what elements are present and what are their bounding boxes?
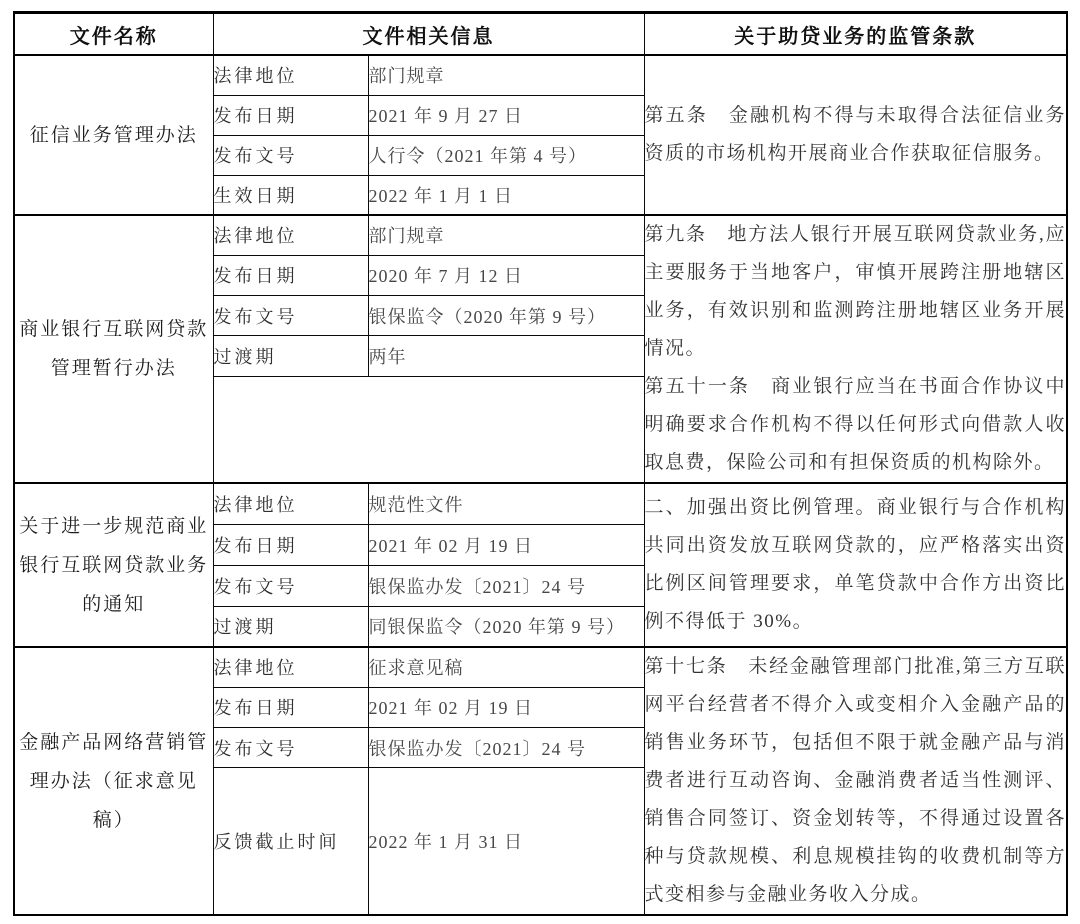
info-label: 法律地位 bbox=[213, 55, 368, 95]
info-label: 法律地位 bbox=[213, 215, 368, 255]
info-label: 发布日期 bbox=[213, 255, 368, 295]
provision-cell bbox=[644, 483, 1067, 647]
info-label: 发布日期 bbox=[213, 524, 368, 565]
info-value: 同银保监令（2020 年第 9 号） bbox=[368, 606, 644, 647]
info-label: 过渡期 bbox=[213, 606, 368, 647]
info-label: 发布文号 bbox=[213, 565, 368, 606]
provision-paragraph: 第十七条 未经金融管理部门批准,第三方互联网平台经营者不得介入或变相介入金融产品的销售业务环节，包括但不限于就金融产品与消费者进行互动咨询、金融消费者适当性测评、销售合同签订、资金划转等，不得通过设置各种与贷款规模、利息规模挂钩的收费机制等方式变相参与金融业务收入分成。 bbox=[644, 656, 1066, 905]
regulation-table bbox=[13, 11, 1068, 916]
info-value: 部门规章 bbox=[368, 215, 644, 255]
table-row bbox=[14, 483, 1067, 524]
info-value: 征求意见稿 bbox=[368, 647, 644, 687]
provision-cell bbox=[644, 55, 1067, 215]
provision-paragraph: 第五十一条 商业银行应当在书面合作协议中明确要求合作机构不得以任何形式向借款人收取息费，保险公司和有担保资质的机构除外。 bbox=[644, 376, 1066, 473]
info-value: 2020 年 7 月 12 日 bbox=[368, 255, 644, 295]
info-value: 2022 年 1 月 1 日 bbox=[368, 175, 644, 215]
info-label: 法律地位 bbox=[213, 483, 368, 524]
info-value: 2022 年 1 月 31 日 bbox=[368, 768, 644, 915]
info-label: 发布文号 bbox=[213, 728, 368, 768]
doc-name-cell: 征信业务管理办法 bbox=[14, 55, 213, 215]
provision-paragraph: 二、加强出资比例管理。商业银行与合作机构共同出资发放互联网贷款的，应严格落实出资比例区间管理要求，单笔贷款中合作方出资比例不得低于 30%。 bbox=[644, 497, 1066, 632]
header-document-name: 文件名称 bbox=[14, 13, 213, 56]
doc-name-cell: 金融产品网络营销管理办法（征求意见稿） bbox=[14, 647, 213, 915]
info-value: 规范性文件 bbox=[368, 483, 644, 524]
header-row bbox=[14, 13, 1067, 56]
table-row bbox=[14, 215, 1067, 255]
header-document-info: 文件相关信息 bbox=[213, 13, 644, 56]
info-label: 生效日期 bbox=[213, 175, 368, 215]
info-label: 发布日期 bbox=[213, 687, 368, 727]
doc-name-cell: 关于进一步规范商业银行互联网贷款业务的通知 bbox=[14, 483, 213, 647]
info-value: 银保监办发〔2021〕24 号 bbox=[368, 728, 644, 768]
info-label: 反馈截止时间 bbox=[213, 768, 368, 915]
info-value: 银保监令（2020 年第 9 号） bbox=[368, 296, 644, 336]
info-value: 人行令（2021 年第 4 号） bbox=[368, 135, 644, 175]
info-value: 2021 年 02 月 19 日 bbox=[368, 524, 644, 565]
provision-paragraph: 第五条 金融机构不得与未取得合法征信业务资质的市场机构开展商业合作获取征信服务。 bbox=[644, 105, 1066, 164]
info-label: 发布日期 bbox=[213, 95, 368, 135]
provision-cell bbox=[644, 215, 1067, 483]
provision-cell bbox=[644, 647, 1067, 915]
info-value: 2021 年 9 月 27 日 bbox=[368, 95, 644, 135]
info-label: 过渡期 bbox=[213, 336, 368, 376]
table-row bbox=[14, 647, 1067, 687]
header-supervision-terms: 关于助贷业务的监管条款 bbox=[644, 13, 1067, 56]
table-row bbox=[14, 55, 1067, 95]
info-value: 两年 bbox=[368, 336, 644, 376]
info-label: 法律地位 bbox=[213, 647, 368, 687]
doc-name-cell: 商业银行互联网贷款管理暂行办法 bbox=[14, 215, 213, 483]
info-value: 2021 年 02 月 19 日 bbox=[368, 687, 644, 727]
info-label: 发布文号 bbox=[213, 135, 368, 175]
info-value: 部门规章 bbox=[368, 55, 644, 95]
empty-cell bbox=[213, 376, 644, 483]
provision-paragraph: 第九条 地方法人银行开展互联网贷款业务,应主要服务于当地客户，审慎开展跨注册地辖区业务，有效识别和监测跨注册地辖区业务开展情况。 bbox=[644, 224, 1066, 359]
info-label: 发布文号 bbox=[213, 296, 368, 336]
info-value: 银保监办发〔2021〕24 号 bbox=[368, 565, 644, 606]
